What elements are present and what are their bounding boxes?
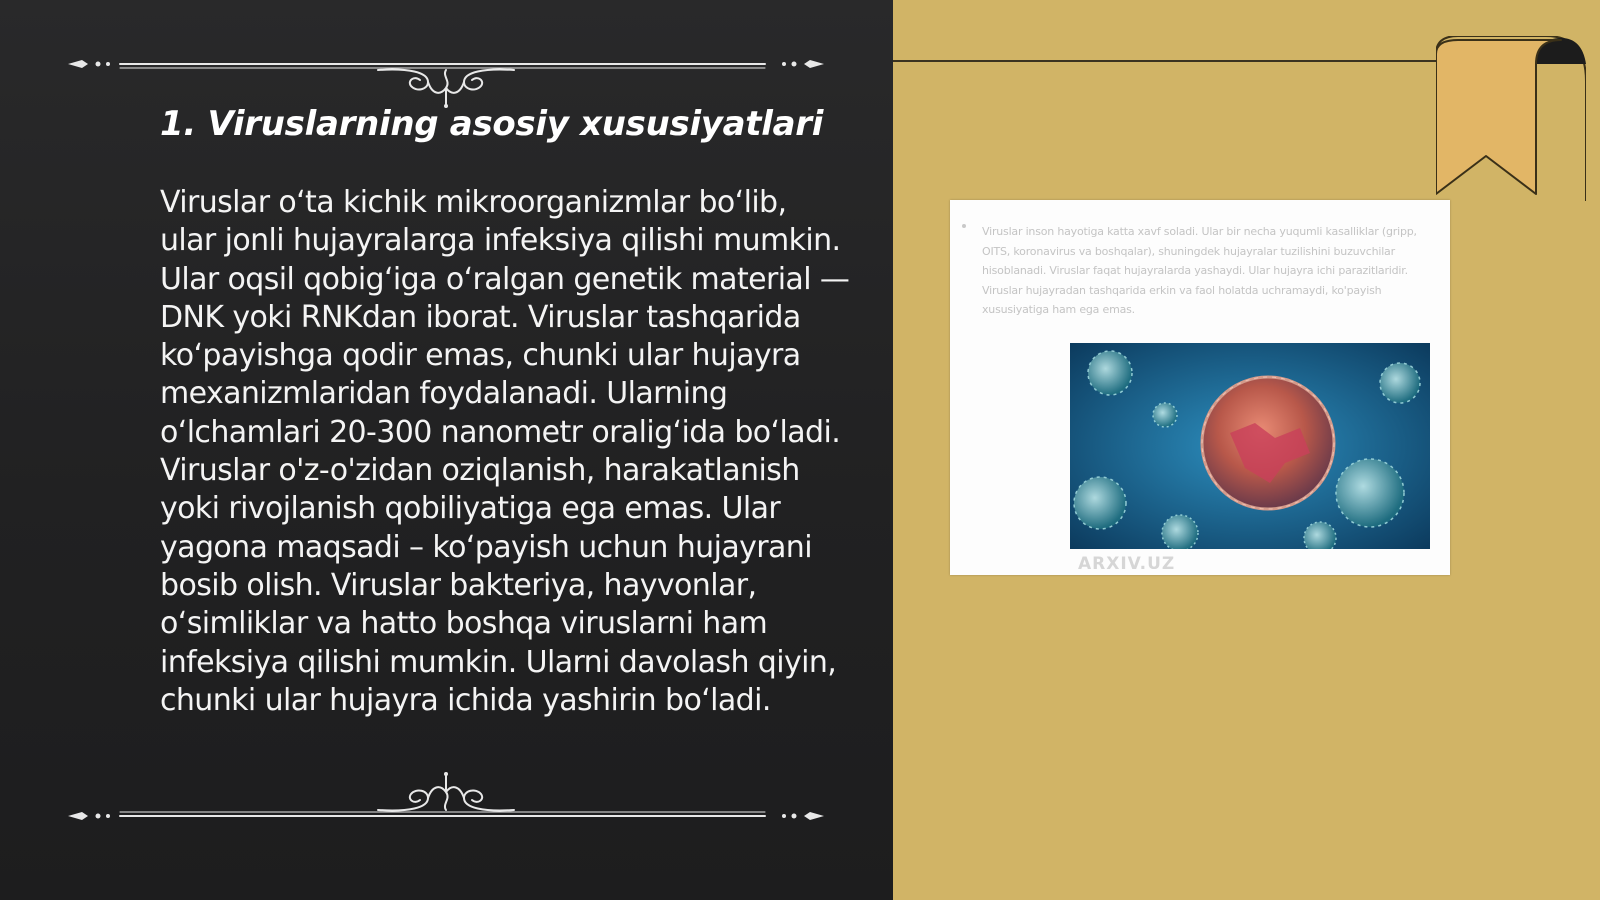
bookmark-ribbon-icon: [1436, 36, 1586, 201]
slide-body-text: Viruslar o‘ta kichik mikroorganizmlar bo‘lib, ular jonli hujayralarga infeksiya qilishi mumkin. Ular oqsil qobig‘iga o‘ralgan genetik material — DNK yoki RNKdan iborat. Viruslar tashqarida ko‘payishga qodir emas, chunki ular hujayra mexanizmlaridan foydalanadi. Ularning o‘lchamlari 20-300 nanometr oralig‘ida bo‘ladi. Viruslar o'z-o'zidan oziqlanish, harakatlanish yoki rivojlanish qobiliyatiga ega emas. Ular yagona maqsadi – ko‘payish uchun hujayrani bosib olish. Viruslar bakteriya, hayvonlar, o‘simliklar va hatto boshqa viruslarni ham infeksiya qilishi mumkin. Ularni davolash qiyin, chunki ular hujayra ichida yashirin bo‘ladi.: [160, 185, 850, 718]
watermark-text: ARXIV.UZ: [1078, 554, 1176, 574]
content-card: [950, 200, 1450, 575]
virus-illustration: [1070, 343, 1430, 549]
bullet-icon: [962, 224, 966, 228]
card-text: Viruslar inson hayotiga katta xavf soladi. Ular bir necha yuqumli kasalliklar (gripp, OITS, koronavirus va boshqalar), shuningdek hujayralar tuzilishini buzuvchilar hisoblanadi. Viruslar faqat hujayralarda yashaydi. Ular hujayra ichi parazitlaridir. Viruslar hujayradan tashqarida erkin va faol holatda uchramaydi, ko'payish xususiyatiga ham ega emas.: [982, 225, 1417, 316]
scroll-divider-icon: [68, 48, 824, 108]
divider-line: [893, 60, 1438, 62]
scroll-divider-icon: [68, 772, 824, 832]
slide-title: 1. Viruslarning asosiy xususiyatlari: [160, 104, 824, 144]
